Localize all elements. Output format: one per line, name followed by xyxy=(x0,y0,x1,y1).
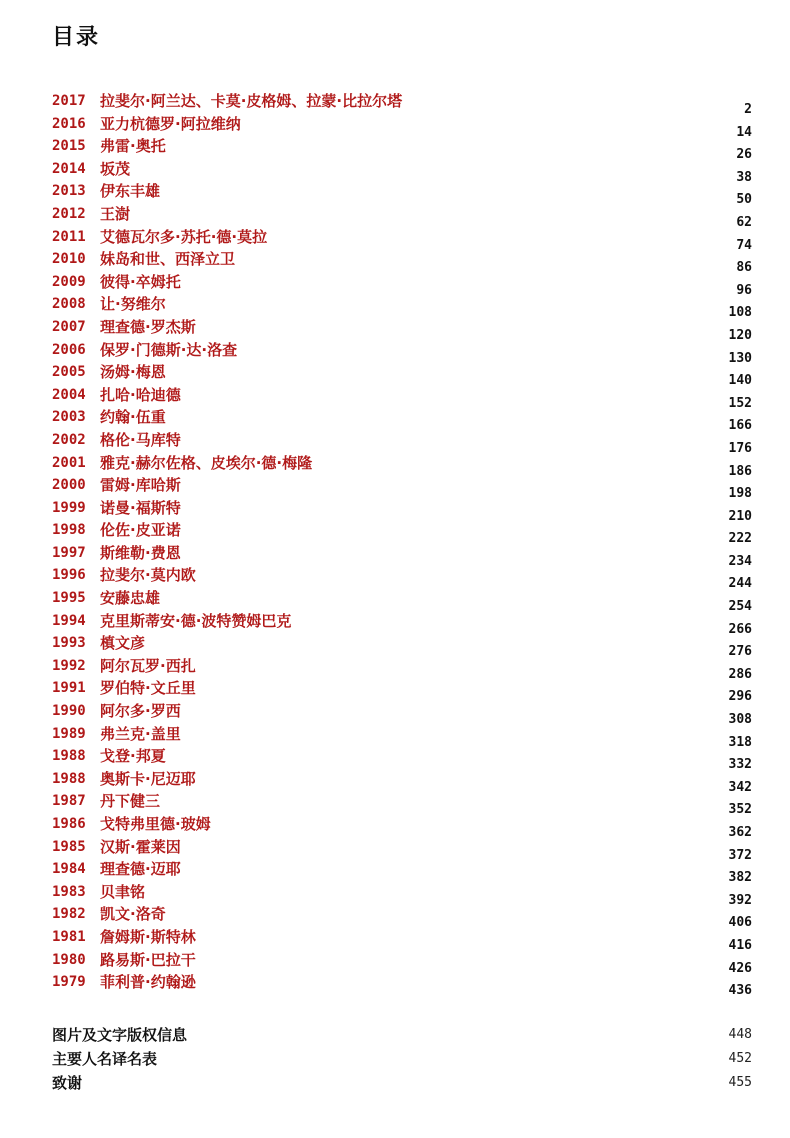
entry-architect-name: 彼得·卒姆托 xyxy=(100,272,181,291)
entry-architect-name: 安藤忠雄 xyxy=(100,589,161,608)
toc-entry[interactable] xyxy=(52,677,752,705)
toc-entry[interactable] xyxy=(52,655,752,682)
entry-architect-name: 诺曼·福斯特 xyxy=(100,498,181,517)
toc-entry[interactable] xyxy=(52,745,752,773)
toc-entry[interactable] xyxy=(52,406,752,434)
entry-architect-name: 菲利普·约翰逊 xyxy=(100,973,196,992)
toc-entry[interactable] xyxy=(52,723,752,750)
entry-page-number: 152 xyxy=(728,395,752,411)
entry-year: 1983 xyxy=(52,883,86,900)
entry-architect-name: 罗伯特·文丘里 xyxy=(100,679,196,698)
entry-year: 2002 xyxy=(52,431,86,448)
entry-architect-name: 让·努维尔 xyxy=(100,295,166,314)
entry-year: 1980 xyxy=(52,951,86,968)
entry-architect-name: 坂茂 xyxy=(100,159,131,178)
entry-architect-name: 凯文·洛奇 xyxy=(100,905,166,924)
entry-year: 1988 xyxy=(52,748,86,765)
entry-year: 2005 xyxy=(52,364,86,381)
entry-year: 1987 xyxy=(52,793,86,810)
toc-entry[interactable] xyxy=(52,587,752,615)
entry-page-number: 14 xyxy=(736,124,752,140)
entry-page-number: 222 xyxy=(728,531,752,547)
toc-entry[interactable] xyxy=(52,293,752,321)
toc-entry[interactable] xyxy=(52,903,752,931)
entry-architect-name: 约翰·伍重 xyxy=(100,408,166,427)
entry-architect-name: 奥斯卡·尼迈耶 xyxy=(100,769,196,788)
entry-page-number: 276 xyxy=(728,644,752,660)
toc-entry[interactable] xyxy=(52,316,752,343)
entry-page-number: 176 xyxy=(728,440,752,456)
back-matter-list xyxy=(52,1024,752,1096)
entry-page-number: 266 xyxy=(728,621,752,637)
entry-page-number: 362 xyxy=(728,825,752,840)
toc-entry[interactable] xyxy=(52,384,752,411)
entry-architect-name: 理查德·迈耶 xyxy=(100,860,181,879)
entry-page-number: 234 xyxy=(728,553,752,569)
entry-page-number: 406 xyxy=(728,915,752,931)
entry-year: 2012 xyxy=(52,205,86,222)
toc-entry[interactable] xyxy=(52,881,752,908)
toc-entry[interactable] xyxy=(52,429,752,456)
entry-page-number: 296 xyxy=(728,689,752,705)
entry-page-number: 2 xyxy=(744,102,752,117)
entry-architect-name: 扎哈·哈迪德 xyxy=(100,385,181,404)
entry-year: 2011 xyxy=(52,228,86,245)
entry-page-number: 318 xyxy=(728,734,752,750)
entry-page-number: 86 xyxy=(736,260,752,276)
page-title: 目录 xyxy=(52,25,101,50)
entry-year: 1984 xyxy=(52,861,86,878)
entry-page-number: 286 xyxy=(728,666,752,682)
toc-entry[interactable] xyxy=(52,339,752,366)
toc-entry[interactable] xyxy=(52,610,752,637)
entry-year: 1997 xyxy=(52,544,86,561)
entry-architect-name: 槙文彦 xyxy=(100,634,146,653)
toc-entry[interactable] xyxy=(52,542,752,569)
entry-year: 1998 xyxy=(52,522,86,539)
entry-architect-name: 王澍 xyxy=(100,204,131,223)
entry-page-number: 74 xyxy=(736,237,752,253)
entry-year: 1996 xyxy=(52,567,86,584)
entry-page-number: 140 xyxy=(728,373,752,389)
toc-entry[interactable] xyxy=(52,813,752,840)
toc-entry[interactable] xyxy=(52,113,752,140)
toc-entry[interactable] xyxy=(52,700,752,728)
entry-architect-name: 拉斐尔·莫内欧 xyxy=(100,566,196,585)
entry-page-number: 332 xyxy=(728,757,752,773)
back-matter-entry[interactable] xyxy=(52,1024,752,1048)
entry-page-number: 392 xyxy=(728,892,752,908)
entry-year: 2010 xyxy=(52,251,86,268)
entry-architect-name: 詹姆斯·斯特林 xyxy=(100,927,196,946)
entry-page-number: 186 xyxy=(728,463,752,479)
entry-architect-name: 阿尔多·罗西 xyxy=(100,702,181,721)
entry-architect-name: 戈登·邦夏 xyxy=(100,747,166,766)
entry-year: 2004 xyxy=(52,386,86,403)
entry-architect-name: 亚力杭德罗·阿拉维纳 xyxy=(100,114,241,133)
toc-entry[interactable] xyxy=(52,926,752,953)
entry-page-number: 50 xyxy=(736,192,752,208)
entry-architect-name: 格伦·马库特 xyxy=(100,430,181,449)
back-matter-label: 图片及文字版权信息 xyxy=(52,1026,188,1044)
entry-page-number: 96 xyxy=(736,282,752,298)
back-matter-page-number: 452 xyxy=(728,1051,752,1066)
entry-page-number: 26 xyxy=(736,147,752,163)
back-matter-page-number: 455 xyxy=(728,1075,752,1090)
toc-entry[interactable] xyxy=(52,519,752,547)
entry-year: 2014 xyxy=(52,160,86,177)
back-matter-page-number: 448 xyxy=(728,1027,752,1042)
entry-year: 2003 xyxy=(52,409,86,426)
entry-page-number: 254 xyxy=(728,599,752,615)
entry-architect-name: 丹下健三 xyxy=(100,792,161,811)
entry-page-number: 308 xyxy=(728,712,752,728)
toc-entry[interactable] xyxy=(52,452,752,479)
entry-architect-name: 艾德瓦尔多·苏托·德·莫拉 xyxy=(100,227,268,246)
entry-architect-name: 汉斯·霍莱因 xyxy=(100,837,181,856)
entry-page-number: 38 xyxy=(736,169,752,185)
toc-list xyxy=(52,90,752,999)
entry-year: 1979 xyxy=(52,974,86,991)
entry-architect-name: 贝聿铭 xyxy=(100,882,146,901)
entry-year: 1988 xyxy=(52,770,86,787)
entry-page-number: 120 xyxy=(728,327,752,343)
toc-entry[interactable] xyxy=(52,971,752,999)
back-matter-label: 主要人名译名表 xyxy=(52,1050,158,1068)
entry-year: 1993 xyxy=(52,635,86,652)
entry-page-number: 166 xyxy=(728,418,752,434)
entry-architect-name: 阿尔瓦罗·西扎 xyxy=(100,656,196,675)
toc-entry[interactable] xyxy=(52,632,752,660)
entry-architect-name: 克里斯蒂安·德·波特赞姆巴克 xyxy=(100,611,292,630)
entry-architect-name: 伦佐·皮亚诺 xyxy=(100,521,181,540)
entry-year: 1986 xyxy=(52,816,86,832)
entry-architect-name: 戈特弗里德·玻姆 xyxy=(100,815,211,833)
entry-year: 2009 xyxy=(52,273,86,290)
toc-entry[interactable] xyxy=(52,226,752,253)
entry-page-number: 62 xyxy=(736,214,752,230)
entry-year: 1994 xyxy=(52,612,86,629)
entry-architect-name: 伊东丰雄 xyxy=(100,182,161,201)
toc-entry[interactable] xyxy=(52,836,752,863)
entry-architect-name: 雷姆·库哈斯 xyxy=(100,476,181,495)
entry-architect-name: 雅克·赫尔佐格、皮埃尔·德·梅隆 xyxy=(100,453,313,472)
toc-entry[interactable] xyxy=(52,474,752,502)
entry-architect-name: 拉斐尔·阿兰达、卡莫·皮格姆、拉蒙·比拉尔塔 xyxy=(100,92,403,110)
toc-entry[interactable] xyxy=(52,564,752,592)
toc-entry[interactable] xyxy=(52,271,752,298)
toc-entry[interactable] xyxy=(52,203,752,230)
entry-page-number: 198 xyxy=(728,486,752,502)
entry-page-number: 244 xyxy=(728,576,752,592)
toc-entry[interactable] xyxy=(52,135,752,163)
entry-page-number: 416 xyxy=(728,937,752,953)
toc-entry[interactable] xyxy=(52,790,752,818)
entry-architect-name: 斯维勒·费恩 xyxy=(100,543,181,562)
toc-entry[interactable] xyxy=(52,180,752,208)
toc-entry[interactable] xyxy=(52,768,752,795)
back-matter-label: 致谢 xyxy=(52,1074,83,1092)
toc-entry[interactable] xyxy=(52,361,752,389)
entry-year: 2007 xyxy=(52,318,86,335)
entry-year: 1999 xyxy=(52,499,86,516)
entry-page-number: 372 xyxy=(728,847,752,863)
entry-year: 1982 xyxy=(52,906,86,923)
entry-architect-name: 妹岛和世、西泽立卫 xyxy=(100,250,236,269)
entry-year: 1991 xyxy=(52,680,86,697)
toc-entry[interactable] xyxy=(52,858,752,886)
entry-architect-name: 汤姆·梅恩 xyxy=(100,363,166,382)
toc-entry[interactable] xyxy=(52,248,752,276)
entry-architect-name: 路易斯·巴拉干 xyxy=(100,950,196,969)
entry-year: 1995 xyxy=(52,590,86,607)
entry-page-number: 382 xyxy=(728,870,752,886)
entry-year: 1992 xyxy=(52,657,86,674)
entry-page-number: 130 xyxy=(728,350,752,366)
entry-year: 2016 xyxy=(52,115,86,132)
entry-year: 2006 xyxy=(52,341,86,358)
entry-page-number: 352 xyxy=(728,802,752,818)
entry-year: 2001 xyxy=(52,454,86,471)
entry-page-number: 436 xyxy=(728,983,752,999)
back-matter-entry[interactable] xyxy=(52,1072,752,1096)
entry-year: 2013 xyxy=(52,183,86,200)
entry-year: 1981 xyxy=(52,928,86,945)
toc-entry[interactable] xyxy=(52,158,752,185)
entry-year: 2008 xyxy=(52,296,86,313)
entry-year: 2017 xyxy=(52,93,86,109)
entry-year: 2015 xyxy=(52,138,86,155)
entry-architect-name: 理查德·罗杰斯 xyxy=(100,317,196,336)
toc-entry[interactable] xyxy=(52,497,752,524)
entry-year: 1989 xyxy=(52,725,86,742)
entry-page-number: 210 xyxy=(728,508,752,524)
entry-year: 1990 xyxy=(52,703,86,720)
back-matter-entry[interactable] xyxy=(52,1048,752,1072)
entry-architect-name: 弗兰克·盖里 xyxy=(100,724,181,743)
entry-page-number: 108 xyxy=(728,305,752,321)
entry-architect-name: 弗雷·奥托 xyxy=(100,137,166,156)
entry-architect-name: 保罗·门德斯·达·洛查 xyxy=(100,340,238,359)
entry-page-number: 342 xyxy=(728,779,752,795)
entry-page-number: 426 xyxy=(728,960,752,976)
entry-year: 2000 xyxy=(52,477,86,494)
entry-year: 1985 xyxy=(52,838,86,855)
toc-entry[interactable] xyxy=(52,90,752,117)
toc-entry[interactable] xyxy=(52,949,752,976)
